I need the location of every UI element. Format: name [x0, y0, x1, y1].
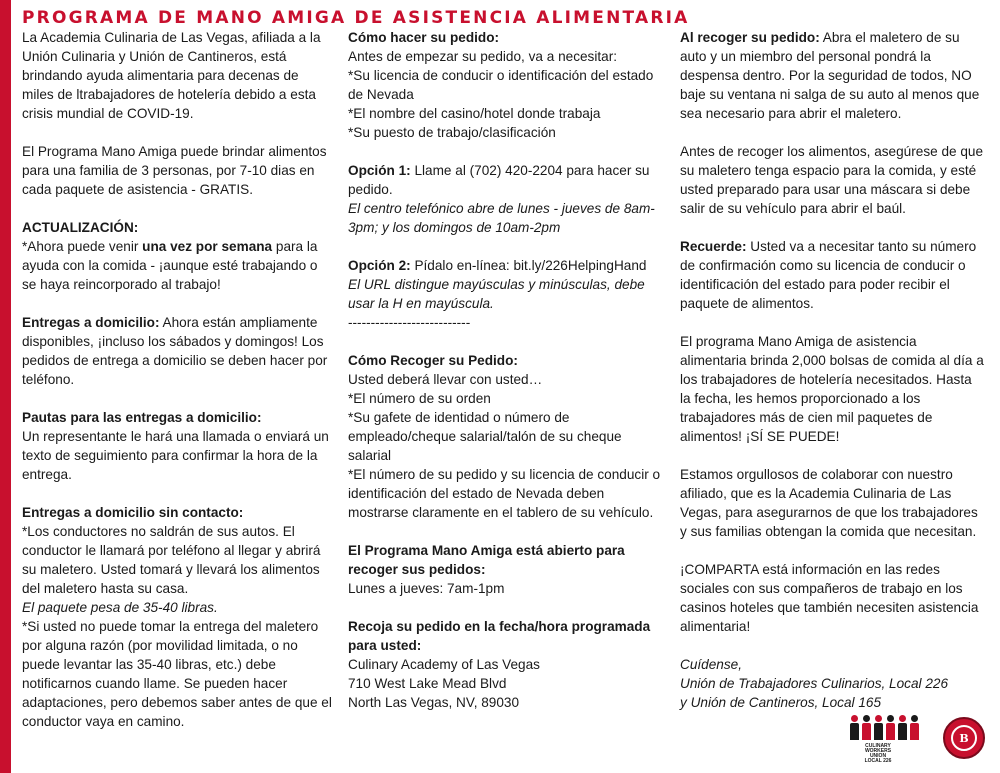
- column-3: [680, 28, 988, 712]
- option-2-paragraph: Opción 2: Pídalo en-línea: bit.ly/226HelpingHand: [348, 258, 647, 273]
- union-logos: [850, 715, 990, 770]
- pickup-item: *El número de su orden: [348, 391, 491, 406]
- before-pickup-paragraph: Antes de recoger los alimentos, asegúrese de que su maletero tenga espacio para la comida, y esté usted preparado para usar una máscara si debe salir de su vehículo para abrir el baúl.: [680, 144, 987, 216]
- home-delivery-paragraph: Entregas a domicilio: Ahora están ampliamente disponibles, ¡incluso los sábados y domingos! Los pedidos de entrega a domicilio se deben hacer por teléfono.: [22, 315, 332, 387]
- bartenders-union-seal: B: [943, 717, 985, 759]
- column-1: [22, 28, 334, 731]
- signature-line: Unión de Trabajadores Culinarios, Local 226: [680, 676, 949, 691]
- at-pickup-paragraph: Al recoger su pedido: Abra el maletero de su auto y un miembro del personal pondrá la despensa dentro. Por la seguridad de todos, NO baje su ventana ni salga de su auto al menos que sea necesario para abrir el maletero.: [680, 30, 984, 121]
- section-divider: ---------------------------: [348, 315, 471, 330]
- intro-paragraph: La Academia Culinaria de Las Vegas, afiliada a la Unión Culinaria y Unión de Cantineros, está brindando ayuda alimentaria para decenas de miles de ltrabajadores de hotelería debido a esta crisis mundial de COVID-19.: [22, 30, 325, 121]
- call-center-hours: El centro telefónico abre de lunes - jueves de 8am-3pm; y los domingos de 10am-2pm: [348, 201, 655, 235]
- open-hours-heading: El Programa Mano Amiga está abierto para recoger sus pedidos:: [348, 543, 629, 577]
- guidelines-heading: Pautas para las entregas a domicilio:: [22, 410, 262, 425]
- remember-paragraph: Recuerde: Usted va a necesitar tanto su número de confirmación como su licencia de conducir o identificación del estado para poder recibir el paquete de alimentos.: [680, 239, 980, 311]
- program-description: El Programa Mano Amiga puede brindar alimentos para una familia de 3 personas, por 7-10 dias en cada paquete de asistencia - GRATIS.: [22, 144, 331, 197]
- pickup-heading: Cómo Recoger su Pedido:: [348, 353, 518, 368]
- accommodation-text: *Si usted no puede tomar la entrega del maletero por alguna razón (por movilidad limitada, o no puede levantar las 35-40 libras, etc.) debe notificarnos cuando llame. Se pueden hacer adaptaciones, pero debemos saber antes de que el conductor vaya en camino.: [22, 619, 336, 729]
- requirement-item: *El nombre del casino/hotel donde trabaja: [348, 106, 601, 121]
- pickup-item: *Su gafete de identidad o número de empleado/cheque salarial/talón de su cheque salarial: [348, 410, 626, 463]
- culinary-union-wordmark: CULINARY WORKERS UNION LOCAL 226: [864, 743, 892, 764]
- address-line: 710 West Lake Mead Blvd: [348, 676, 507, 691]
- address-line: Culinary Academy of Las Vegas: [348, 657, 540, 672]
- how-to-order-intro: Antes de empezar su pedido, va a necesitar:: [348, 49, 618, 64]
- pickup-intro: Usted deberá llevar con usted…: [348, 372, 543, 387]
- program-stats-paragraph: El programa Mano Amiga de asistencia alimentaria brinda 2,000 bolsas de comida al día a los trabajadores de hotelería necesitados. Hasta la fecha, les hemos proporcionado a los trabajadores más de cien mil paquetes de alimentos! ¡SÍ SE PUEDE!: [680, 334, 988, 444]
- open-hours: Lunes a jueves: 7am-1pm: [348, 581, 505, 596]
- update-heading: ACTUALIZACIÓN:: [22, 220, 139, 235]
- contactless-heading: Entregas a domicilio sin contacto:: [22, 505, 244, 520]
- culinary-union-logo: [850, 715, 919, 741]
- pickup-item: *El número de su pedido y su licencia de conducir o identificación del estado de Nevada deben mostrarse claramente en el tablero de su vehículo.: [348, 467, 664, 520]
- share-paragraph: ¡COMPARTA está información en las redes sociales con sus compañeros de trabajo en los casinos hoteles que también necesiten asistencia alimentaria!: [680, 562, 983, 634]
- requirement-item: *Su licencia de conducir o identificación del estado de Nevada: [348, 68, 658, 102]
- order-online-link[interactable]: Pídalo en-línea: bit.ly/226HelpingHand: [410, 258, 647, 273]
- guidelines-text: Un representante le hará una llamada o enviará un texto de seguimiento para confirmar la hora de la entrega.: [22, 429, 333, 482]
- how-to-order-heading: Cómo hacer su pedido:: [348, 30, 500, 45]
- page-title: PROGRAMA DE MANO AMIGA DE ASISTENCIA ALIMENTARIA: [22, 8, 690, 28]
- url-case-note: El URL distingue mayúsculas y minúsculas, debe usar la H en mayúscula.: [348, 277, 649, 311]
- column-2: [348, 28, 666, 712]
- pickup-location-heading: Recoja su pedido en la fecha/hora programada para usted:: [348, 619, 654, 653]
- contactless-text: *Los conductores no saldrán de sus autos. El conductor le llamará por teléfono al llegar y abrirá su maletero. Usted tomará y llevará los alimentos del maletero hasta su casa.: [22, 524, 325, 596]
- requirement-item: *Su puesto de trabajo/clasificación: [348, 125, 556, 140]
- update-paragraph: *Ahora puede venir una vez por semana para la ayuda con la comida - ¡aunque esté trabajando o se haya reincorporado al trabajo!: [22, 239, 322, 292]
- address-line: North Las Vegas, NV, 89030: [348, 695, 520, 710]
- left-accent-bar: [0, 0, 11, 773]
- option-1-paragraph: Opción 1: Llame al (702) 420-2204 para hacer su pedido.: [348, 163, 654, 197]
- signature-line: y Unión de Cantineros, Local 165: [680, 695, 882, 710]
- signoff: Cuídense,: [680, 657, 742, 672]
- partnership-paragraph: Estamos orgullosos de colaborar con nuestro afiliado, que es la Academia Culinaria de Las Vegas, para asegurarnos de que los trabajadores y sus familias obtengan la comida que necesitan.: [680, 467, 982, 539]
- package-weight-note: El paquete pesa de 35-40 libras.: [22, 600, 218, 615]
